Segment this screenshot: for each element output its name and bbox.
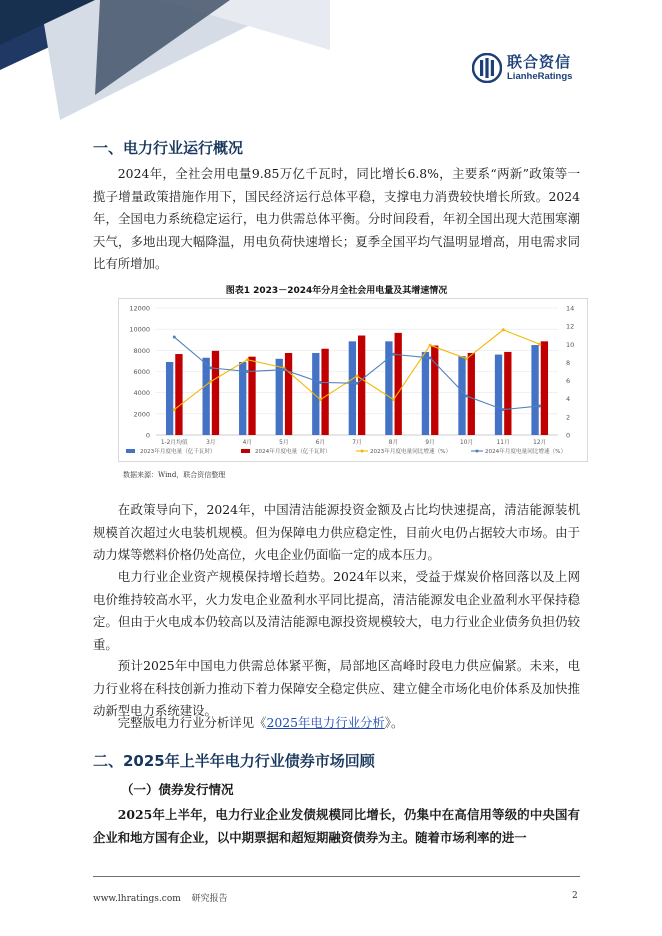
x-tick-label: 10月 (460, 440, 474, 446)
y-left-tick-label: 8000 (133, 346, 150, 355)
bar-2023 (203, 358, 210, 435)
legend-label: 2024年月度电量同比增速（%） (485, 449, 567, 455)
y-left-tick-label: 6000 (133, 368, 150, 376)
point-2024-growth (319, 381, 322, 384)
point-2023-growth (319, 398, 322, 401)
lianhe-logo-icon (472, 53, 502, 83)
y-left-tick-label: 12000 (129, 304, 150, 313)
bar-2024 (541, 341, 548, 435)
x-tick-label: 9月 (425, 440, 435, 446)
point-2024-growth (502, 408, 505, 411)
x-tick-label: 5月 (279, 440, 289, 446)
section-heading-1: 一、电力行业运行概况 (93, 139, 244, 157)
full-report-prefix: 完整版电力行业分析详见《 (117, 715, 267, 730)
chart-title: 图表1 2023－2024年分月全社会用电量及其增速情况 (225, 286, 448, 296)
legend-swatch (241, 449, 250, 453)
point-2023-growth (502, 328, 505, 331)
y-left-tick-label: 4000 (133, 389, 150, 398)
bar-2024 (504, 352, 511, 435)
bar-2023 (422, 352, 429, 435)
logo-name-cn: 联合资信 (507, 53, 572, 71)
bar-2024 (321, 349, 328, 435)
legend-label: 2023年月度电量（亿千瓦时） (140, 449, 216, 455)
bar-2024 (468, 353, 475, 435)
point-2024-growth (429, 356, 432, 359)
point-2024-growth (465, 394, 468, 397)
legend-swatch-dot (361, 450, 364, 453)
point-2023-growth (429, 344, 432, 347)
point-2023-growth (356, 375, 359, 378)
bar-2024 (431, 346, 438, 435)
y-left-tick-label: 2000 (133, 410, 150, 419)
paragraph-overview: 2024年，全社会用电量9.85万亿千瓦时，同比增长6.8%，主要系“两新”政策等一揽子增量政策措施作用下，国民经济运行总体平稳，支撑电力消费较快增长所致。2024年，全国电力系统稳定运行，电力供需总体平衡。分时间段看，年初全国出现大范围寒潮天气，多地出现大幅降温，用电负荷快速增长；夏季全国平均气温明显增高，用电需求同比有所增加。 (93, 166, 580, 271)
footer-divider (93, 876, 580, 877)
point-2024-growth (173, 336, 176, 339)
bar-2024 (212, 351, 219, 435)
paragraph-bond-issuance: 2025年上半年，电力行业企业发债规模同比增长，仍集中在高信用等级的中央国有企业和地方国有企业，以中期票据和超短期融资债券为主。随着市场利率的进一 (93, 807, 580, 845)
bar-2024 (248, 357, 255, 435)
point-2023-growth (538, 343, 541, 346)
x-tick-label: 1-2月均值 (160, 440, 188, 446)
legend-swatch (126, 449, 135, 453)
y-right-tick-label: 12 (566, 322, 575, 331)
x-tick-label: 6月 (315, 440, 326, 446)
footer-label: 研究报告 (191, 894, 228, 904)
point-2024-growth (538, 404, 541, 407)
legend-label: 2023年月度电量同比增速（%） (370, 449, 452, 455)
bar-2023 (349, 341, 356, 435)
y-right-tick-label: 14 (566, 304, 575, 313)
y-right-tick-label: 2 (566, 413, 571, 422)
point-2023-growth (392, 398, 395, 401)
page-number: 2 (572, 891, 578, 901)
logo-name-en: LianheRatings (507, 71, 573, 82)
bar-2023 (495, 355, 502, 435)
section-heading-2: 二、2025年上半年电力行业债券市场回顾 (93, 752, 375, 770)
bar-2024 (395, 333, 402, 435)
subsection-heading: （一）债券发行情况 (121, 782, 234, 797)
bar-2024 (285, 353, 292, 435)
y-right-tick-label: 4 (566, 395, 571, 404)
bar-2023 (166, 362, 173, 435)
point-2023-growth (209, 380, 212, 383)
point-2024-growth (356, 382, 359, 385)
bar-2024 (358, 336, 365, 435)
paragraph-full-report (93, 712, 580, 735)
bar-2023 (458, 356, 465, 435)
bar-2023 (239, 362, 246, 435)
paragraph-clean-energy: 在政策导向下，2024年，中国清洁能源投资金额及占比均快速提高，清洁能源装机规模首次超过火电装机规模。但为保障电力供应稳定性，目前火电仍占据较大市场。由于动力煤等燃料价格仍处高位，火电企业仍面临一定的成本压力。 (93, 502, 580, 562)
y-right-tick-label: 6 (566, 377, 571, 386)
point-2023-growth (465, 357, 468, 360)
y-right-tick-label: 10 (566, 340, 575, 349)
x-tick-label: 3月 (206, 440, 216, 446)
paragraph-outlook: 预计2025年中国电力供需总体紧平衡，局部地区高峰时段电力供应偏紧。未来，电力行业将在科技创新力推动下着力保障安全稳定供应、建立健全市场化电价体系及加快推动新型电力系统建设。 (93, 658, 580, 718)
lianhe-logo (472, 50, 572, 86)
y-left-tick-label: 0 (145, 431, 150, 440)
x-tick-label: 8月 (388, 440, 399, 446)
industry-analysis-link[interactable]: 2025年电力行业分析 (266, 715, 385, 730)
y-right-tick-label: 8 (566, 358, 571, 367)
legend-swatch-dot (476, 450, 479, 453)
chart-source: 数据来源：Wind，联合资信整理 (123, 471, 226, 479)
point-2024-growth (246, 370, 249, 373)
y-left-tick-label: 10000 (129, 325, 150, 334)
x-tick-label: 7月 (352, 440, 362, 446)
legend-label: 2024年月度电量（亿千瓦时） (255, 449, 331, 455)
paragraph-assets: 电力行业企业资产规模保持增长趋势。2024年以来，受益于煤炭价格回落以及上网电价维持较高水平，火力发电企业盈利水平同比提高，清洁能源发电企业盈利水平保持稳定。但由于火电成本仍较高以及清洁能源电源投资规模较大，电力行业企业债务负担仍较重。 (93, 569, 580, 652)
y-right-tick-label: 0 (566, 431, 571, 440)
point-2023-growth (173, 408, 176, 411)
point-2024-growth (282, 368, 285, 371)
point-2024-growth (392, 353, 395, 356)
electricity-chart (118, 298, 588, 462)
bar-2024 (175, 354, 182, 435)
point-2024-growth (209, 366, 212, 369)
footer-left (93, 891, 236, 904)
point-2023-growth (246, 358, 249, 361)
x-tick-label: 11月 (496, 440, 510, 446)
x-tick-label: 12月 (533, 440, 547, 446)
bar-2023 (531, 345, 538, 435)
footer-site[interactable]: www.lhratings.com (93, 894, 181, 904)
full-report-suffix: 》。 (384, 715, 404, 730)
x-tick-label: 4月 (242, 440, 253, 446)
